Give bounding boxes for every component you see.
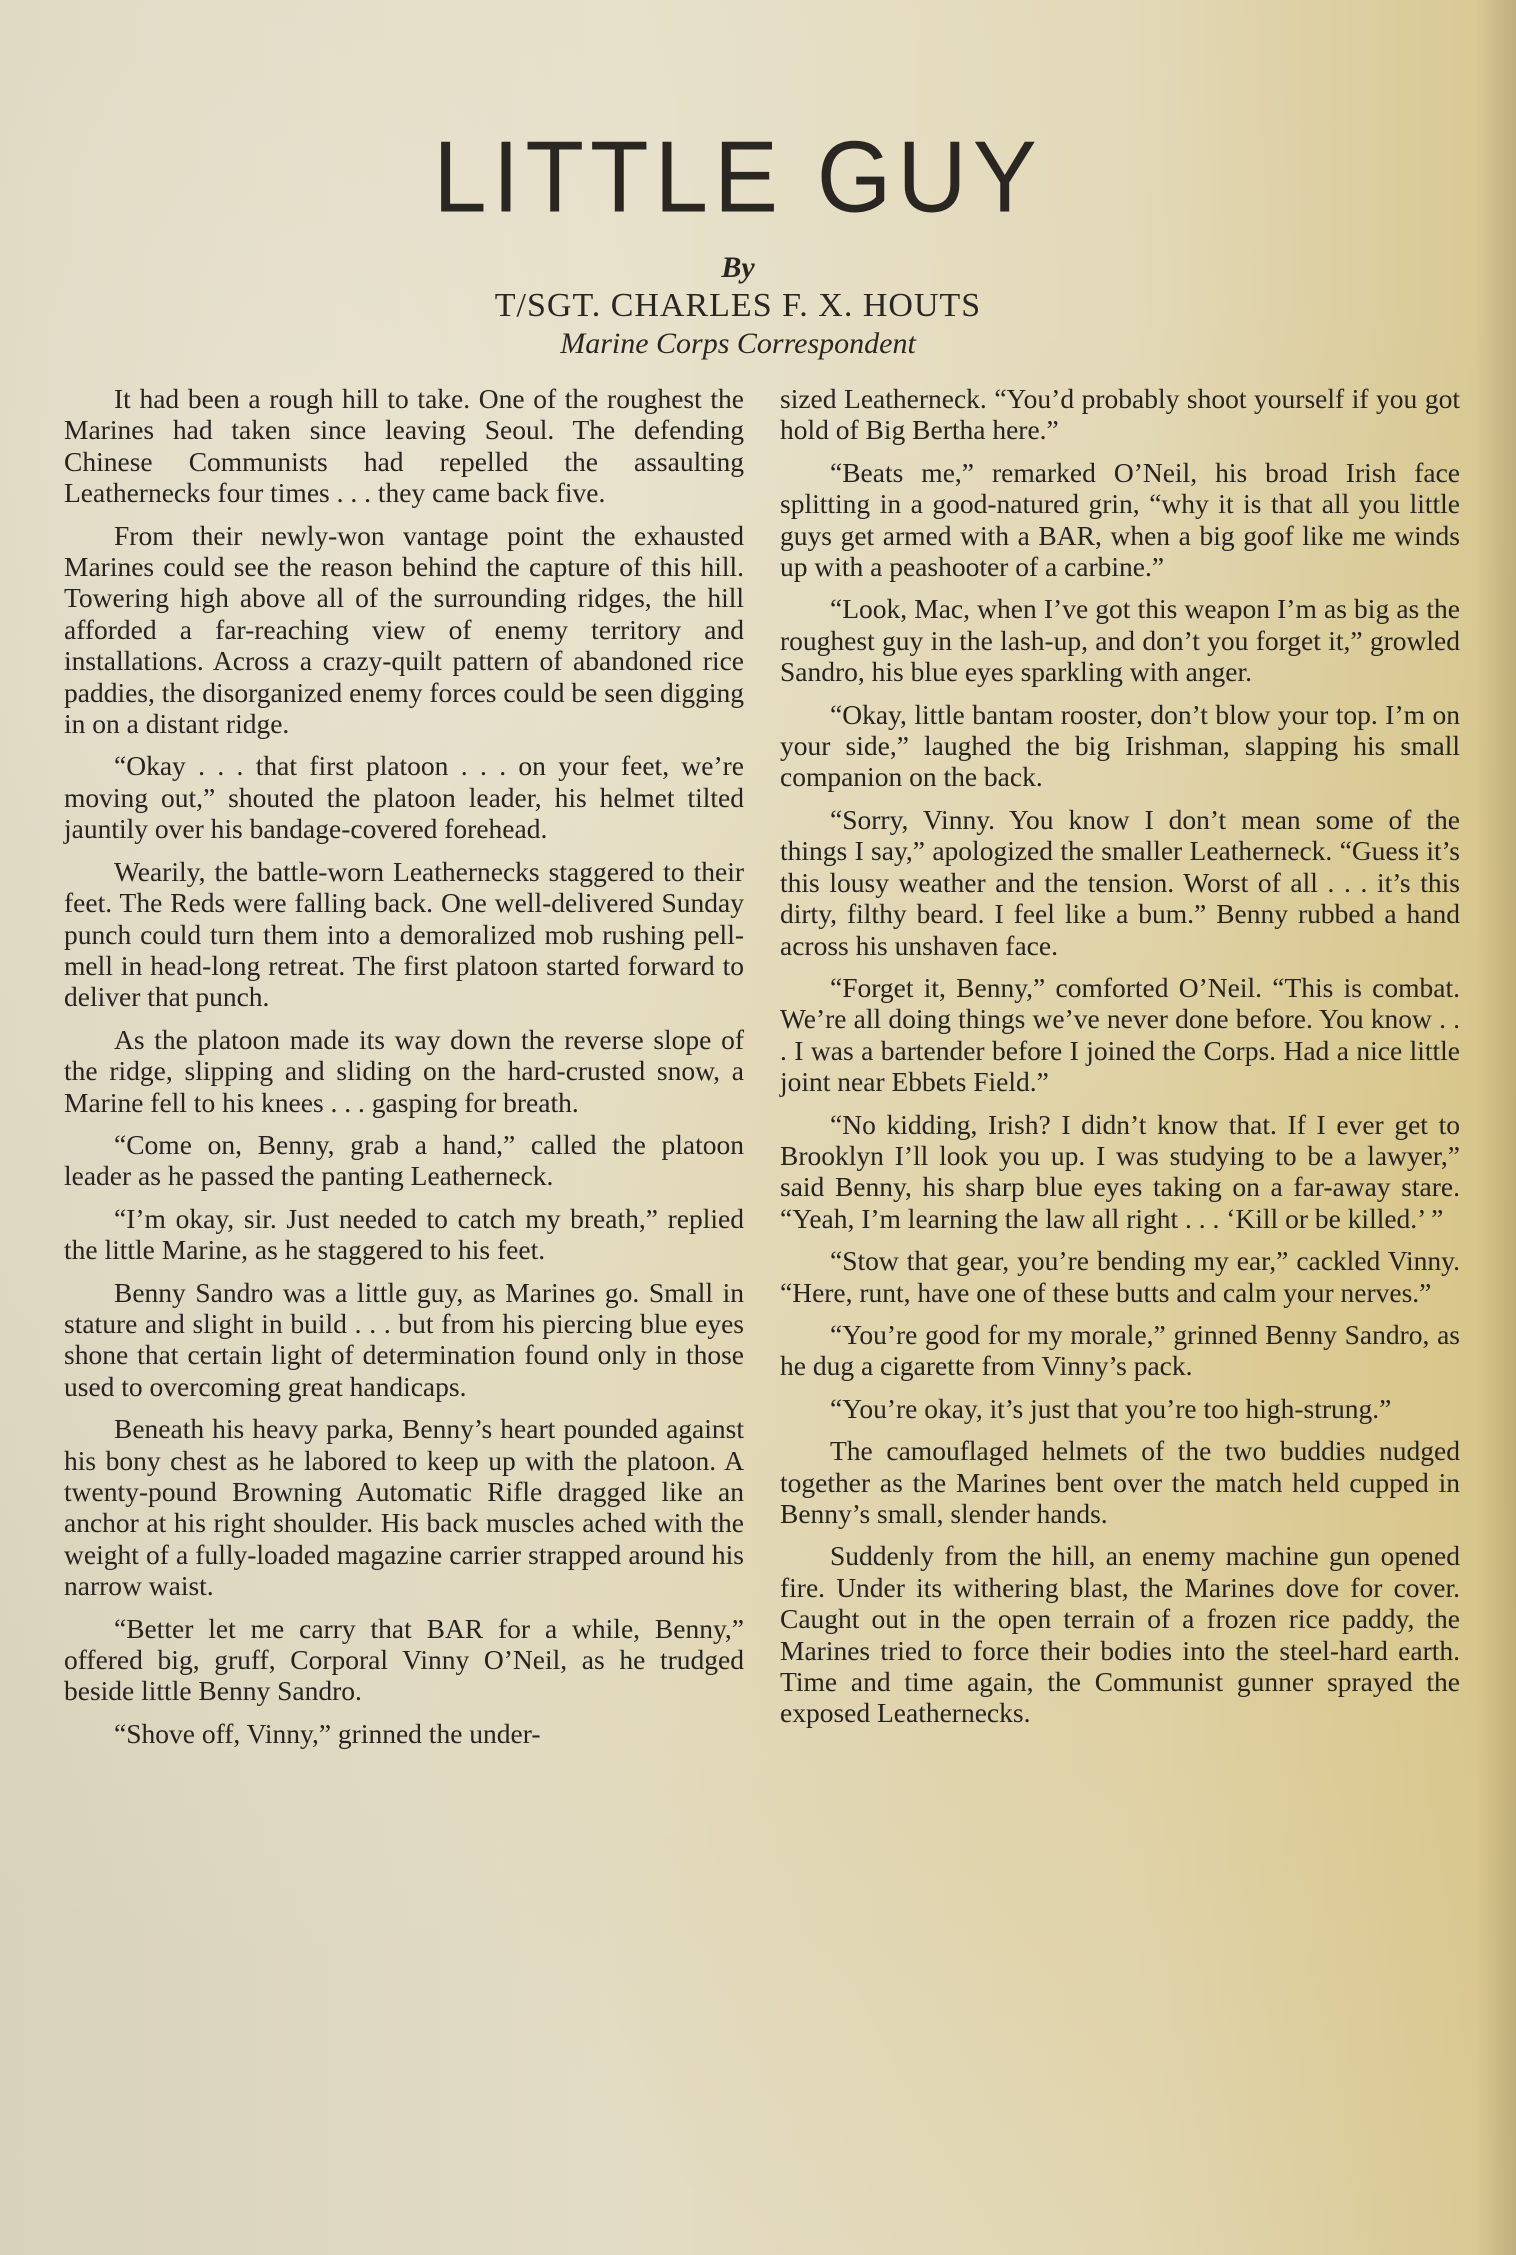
paragraph: Suddenly from the hill, an enemy machine gun opened fire. Under its withering blast, the Marines dove for cover. Caught out in the open terrain of a frozen rice paddy, the Marines tried to force their bodies into the steel-hard earth. Time and time again, the Communist gunner sprayed the exposed Leathernecks.: [780, 1540, 1460, 1729]
paragraph: “No kidding, Irish? I didn’t know that. If I ever get to Brooklyn I’ll look you up. I was studying to be a lawyer,” said Benny, his sharp blue eyes taking on a far-away stare. “Yeah, I’m learning the law all right . . . ‘Kill or be killed.’ ”: [780, 1108, 1460, 1234]
page-edge-shading: [1476, 0, 1516, 2255]
paragraph: “You’re good for my morale,” grinned Benny Sandro, as he dug a cigarette from Vinny’s pack.: [780, 1318, 1460, 1382]
paragraph: “Shove off, Vinny,” grinned the under-: [114, 1717, 541, 1749]
paragraph: sized Leatherneck. “You’d probably shoot yourself if you got hold of Big Bertha here.”: [780, 383, 1460, 446]
paragraph: “I’m okay, sir. Just needed to catch my breath,” replied the little Marine, as he staggered to his feet.: [64, 1202, 744, 1266]
paragraph: From their newly-won vantage point the exhausted Marines could see the reason behind the capture of this hill. Towering high above all of the surrounding ridges, the hill afforded a far-reaching view of enemy territory and installations. Across a crazy-quilt pattern of abandoned rice paddies, the disorganized enemy forces could be seen digging in on a distant ridge.: [64, 519, 744, 740]
paragraph: “Sorry, Vinny. You know I don’t mean some of the things I say,” apologized the smaller Leatherneck. “Guess it’s this lousy weather and the tension. Worst of all . . . it’s this dirty, filthy beard. I feel like a bum.” Benny rubbed a hand across his unshaven face.: [780, 803, 1460, 961]
paragraph: Wearily, the battle-worn Leathernecks staggered to their feet. The Reds were falling back. One well-delivered Sunday punch could turn them into a demoralized mob rushing pell-mell in head-long retreat. The first platoon started forward to deliver that punch.: [64, 855, 744, 1013]
paragraph: “Better let me carry that BAR for a while, Benny,” offered big, gruff, Corporal Vinny O’Neil, as he trudged beside little Benny Sandro.: [64, 1612, 744, 1707]
paragraph: Beneath his heavy parka, Benny’s heart pounded against his bony chest as he labored to keep up with the platoon. A twenty-pound Browning Automatic Rifle dragged like an anchor at his right shoulder. His back muscles ached with the weight of a fully-loaded magazine carrier strapped around his narrow waist.: [64, 1413, 744, 1602]
byline-author: T/SGT. CHARLES F. X. HOUTS: [494, 287, 982, 324]
paragraph: “Stow that gear, you’re bending my ear,” cackled Vinny. “Here, runt, have one of these butts and calm your nerves.”: [780, 1245, 1460, 1308]
paragraph: It had been a rough hill to take. One of the roughest the Marines had taken since leaving Seoul. The defending Chinese Communists had repelled the assaulting Leathernecks four times . . . they came back five.: [64, 383, 744, 509]
paragraph: “Okay . . . that first platoon . . . on your feet, we’re moving out,” shouted the platoon leader, his helmet tilted jauntily over his bandage-covered forehead.: [64, 750, 744, 845]
paragraph: “Forget it, Benny,” comforted O’Neil. “This is combat. We’re all doing things we’ve never done before. You know . . . I was a bartender before I joined the Corps. Had a nice little joint near Ebbets Field.”: [780, 971, 1460, 1098]
paragraph: “Beats me,” remarked O’Neil, his broad Irish face splitting in a good-natured grin, “why it is that all you little guys get armed with a BAR, when a big goof like me winds up with a peashooter of a carbine.”: [780, 456, 1460, 583]
paragraph: “You’re okay, it’s just that you’re too high-strung.”: [830, 1392, 1392, 1424]
article-title: LITTLE GUY: [433, 121, 1043, 234]
paragraph: “Okay, little bantam rooster, don’t blow your top. I’m on your side,” laughed the big Irishman, slapping his small companion on the back.: [780, 698, 1460, 793]
paragraph: “Come on, Benny, grab a hand,” called the platoon leader as he passed the panting Leatherneck.: [64, 1128, 744, 1192]
paragraph: Benny Sandro was a little guy, as Marines go. Small in stature and slight in build . . . but from his piercing blue eyes shone that certain light of determination found only in those used to overcoming great handicaps.: [64, 1276, 744, 1402]
paragraph: “Look, Mac, when I’ve got this weapon I’m as big as the roughest guy in the lash-up, and don’t you forget it,” growled Sandro, his blue eyes sparkling with anger.: [780, 593, 1460, 688]
byline-role: Marine Corps Correspondent: [560, 327, 916, 360]
right-column: [780, 383, 1460, 1740]
byline-by: By: [721, 251, 755, 284]
byline: [0, 250, 1476, 362]
left-column: [64, 383, 744, 1760]
paragraph: As the platoon made its way down the reverse slope of the ridge, slipping and sliding on the hard-crusted snow, a Marine fell to his knees . . . gasping for breath.: [64, 1023, 744, 1118]
paragraph: The camouflaged helmets of the two buddies nudged together as the Marines bent over the match held cupped in Benny’s small, slender hands.: [780, 1435, 1460, 1529]
